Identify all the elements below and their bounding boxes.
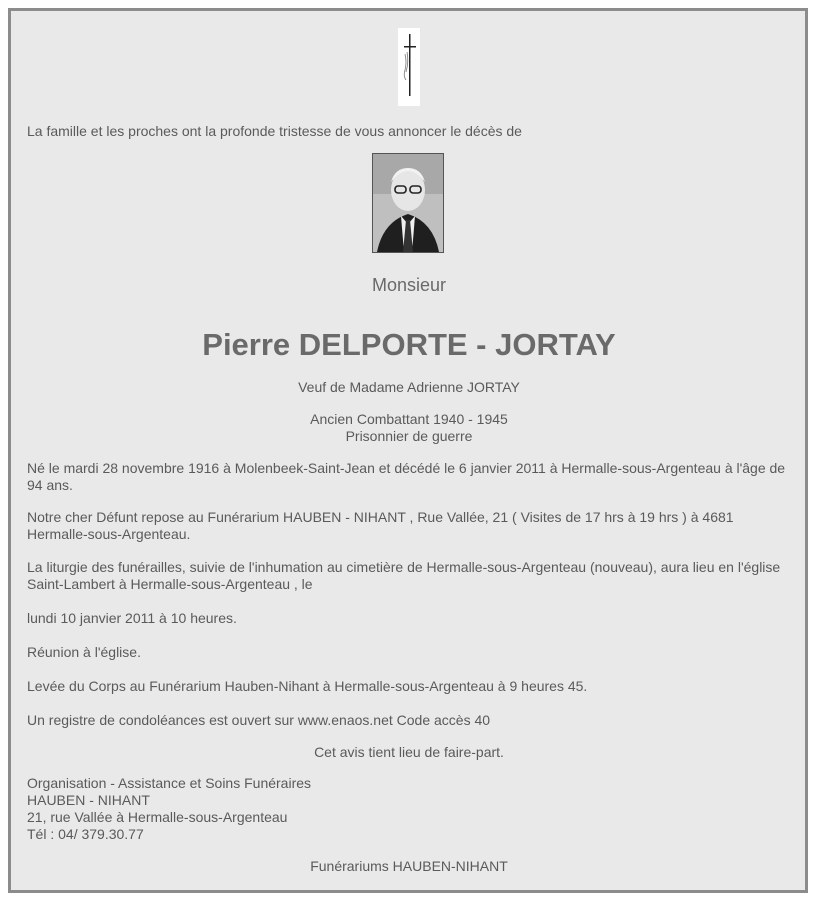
meeting-text: Réunion à l'église. <box>27 644 141 660</box>
organisation-line-2: HAUBEN - NIHANT <box>27 792 150 808</box>
registry-text: Un registre de condoléances est ouvert sur www.enaos.net Code accès 40 <box>27 712 491 728</box>
liturgy-text: La liturgie des funérailles, suivie de l'inhumation au cimetière de Hermalle-sous-Argenteau (nouveau), aura lieu en l'église Saint-Lambert à Hermalle-sous-Argenteau , le <box>27 559 781 592</box>
portrait-photo <box>372 153 444 253</box>
organisation-address: 21, rue Vallée à Hermalle-sous-Argenteau <box>27 809 288 825</box>
intro-text: La famille et les proches ont la profonde tristesse de vous annoncer le décès de <box>27 123 522 139</box>
obituary-card <box>8 8 808 893</box>
veteran-line-1: Ancien Combattant 1940 - 1945 <box>310 411 508 427</box>
widow-line: Veuf de Madame Adrienne JORTAY <box>298 379 520 395</box>
notice-text: Cet avis tient lieu de faire-part. <box>314 744 504 760</box>
cross-icon <box>398 28 420 106</box>
rest-place-text: Notre cher Défunt repose au Funérarium HAUBEN - NIHANT , Rue Vallée, 21 ( Visites de 17 hrs à 19 hrs ) à 4681 Hermalle-sous-Argenteau. <box>27 509 734 542</box>
ceremony-date: lundi 10 janvier 2011 à 10 heures. <box>27 610 237 626</box>
levee-text: Levée du Corps au Funérarium Hauben-Nihant à Hermalle-sous-Argenteau à 9 heures 45. <box>27 678 588 694</box>
organisation-line-1: Organisation - Assistance et Soins Funéraires <box>27 775 312 791</box>
civility-text: Monsieur <box>371 275 447 295</box>
deceased-name: Pierre DELPORTE - JORTAY <box>202 327 616 362</box>
veteran-line-2: Prisonnier de guerre <box>345 428 473 444</box>
birth-death-text: Né le mardi 28 novembre 1916 à Molenbeek-Saint-Jean et décédé le 6 janvier 2011 à Hermalle-sous-Argenteau à l'âge de 94 ans. <box>27 460 786 493</box>
organisation-phone: Tél : 04/ 379.30.77 <box>27 826 144 842</box>
footer-text: Funérariums HAUBEN-NIHANT <box>310 858 508 874</box>
